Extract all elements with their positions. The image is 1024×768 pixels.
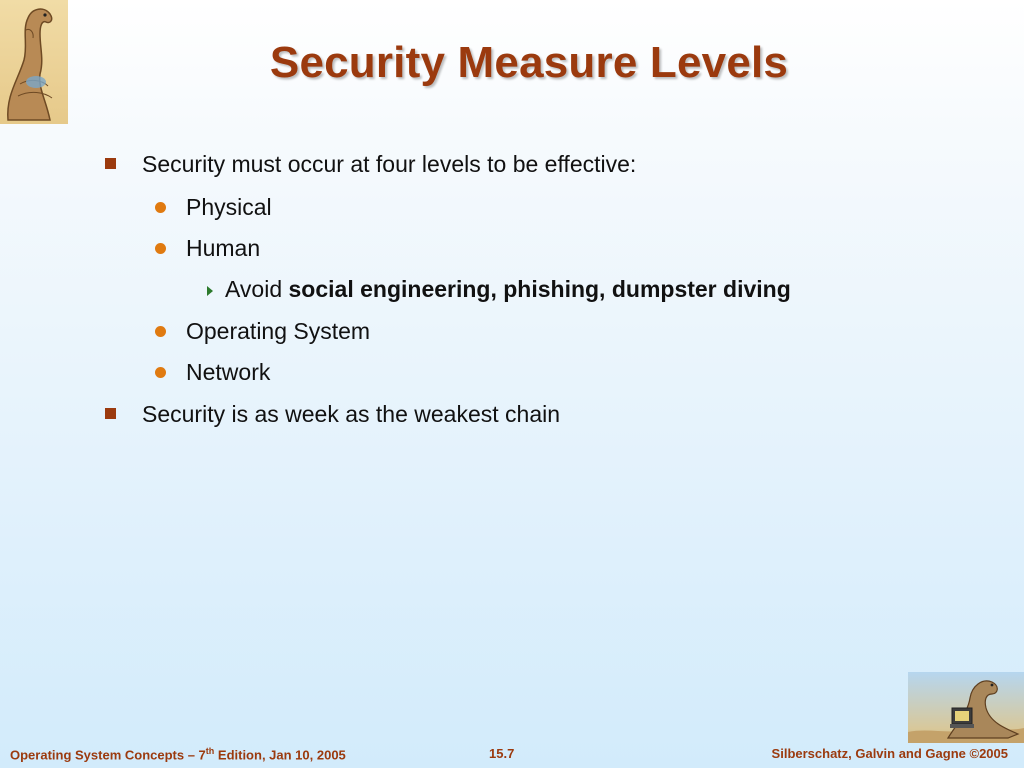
bullet-text: Security must occur at four levels to be effective: [142, 151, 637, 177]
square-bullet-icon [105, 158, 116, 169]
sub-sub-bullet-avoid [225, 275, 791, 303]
dinosaur-computer-icon [908, 672, 1024, 743]
avoid-prefix: Avoid [225, 276, 289, 302]
footer-superscript: th [205, 746, 215, 756]
dot-bullet-icon [155, 202, 166, 213]
footer-right: Silberschatz, Galvin and Gagne ©2005 [771, 746, 1008, 761]
sub-bullet-os: Operating System [186, 318, 371, 344]
sub-bullet-physical: Physical [186, 194, 272, 220]
arrow-bullet-icon [207, 286, 213, 296]
dot-bullet-icon [155, 243, 166, 254]
bullet-text: Security is as week as the weakest chain [142, 401, 561, 427]
footer-book-title: Operating System Concepts – 7 [10, 747, 206, 763]
footer-edition-date: Edition, Jan 10, 2005 [214, 747, 346, 763]
dot-bullet-icon [155, 367, 166, 378]
slide-title-text: Security Measure Levels [269, 38, 789, 87]
dot-bullet-icon [155, 326, 166, 337]
square-bullet-icon [105, 408, 116, 419]
sub-bullet-human: Human [186, 235, 261, 261]
avoid-bold-terms: social engineering, phishing, dumpster diving [288, 276, 791, 302]
page-number: 15.7 [489, 746, 515, 761]
footer-left [10, 746, 346, 762]
sub-bullet-network: Network [186, 359, 271, 385]
